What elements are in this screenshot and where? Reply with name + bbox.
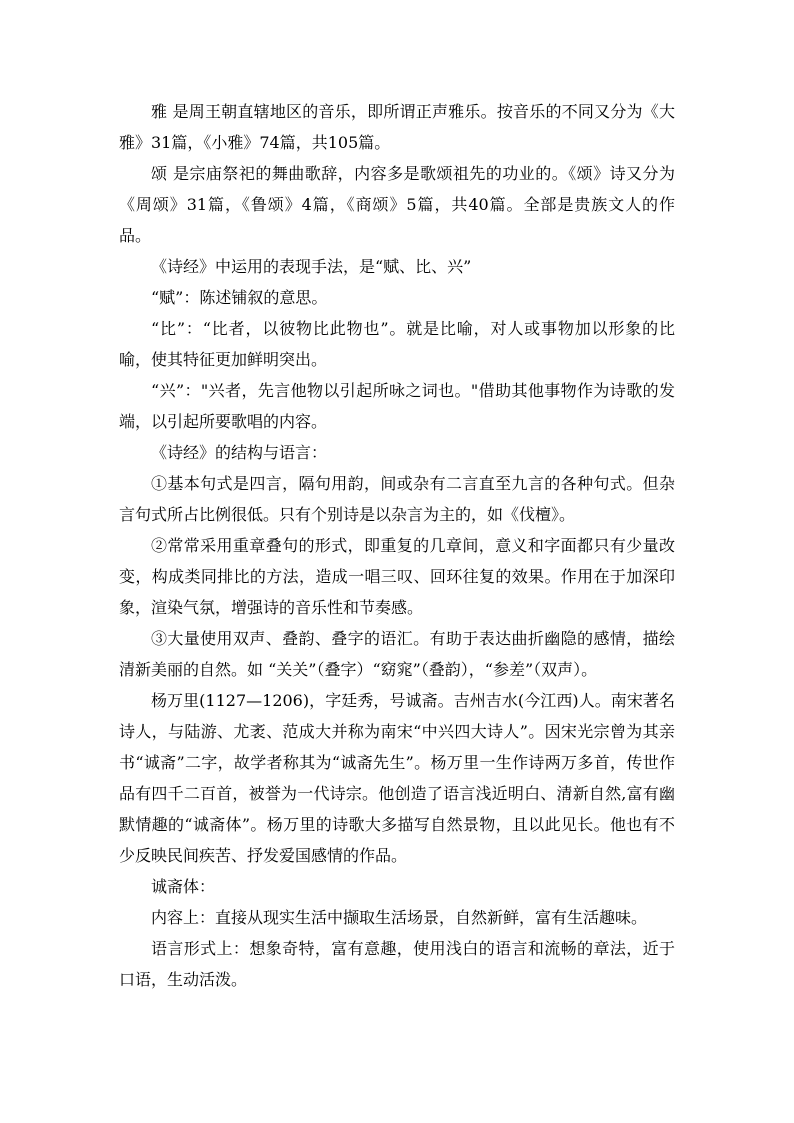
paragraph-point-1: ①基本句式是四言，隔句用韵，间或杂有二言直至九言的各种句式。但杂言句式所占比例很低。只有个别诗是以杂言为主的，如《伐檀》。 xyxy=(119,474,675,524)
paragraph-bi: “比”：“比者，以彼物比此物也”。就是比喻，对人或事物加以形象的比喻，使其特征更加鲜明突出。 xyxy=(119,319,675,369)
document-body xyxy=(119,96,675,995)
paragraph-techniques-heading: 《诗经》中运用的表现手法，是“赋、比、兴” xyxy=(151,257,472,276)
paragraph-song: 颂 是宗庙祭祀的舞曲歌辞，内容多是歌颂祖先的功业的。《颂》诗又分为《周颂》31篇，《鲁颂》4篇，《商颂》5篇，共40篇。全部是贵族文人的作品。 xyxy=(119,164,675,245)
paragraph-content: 内容上：直接从现实生活中撷取生活场景，自然新鲜，富有生活趣味。 xyxy=(151,908,648,927)
paragraph-yang-wanli: 杨万里(1127—1206)，字廷秀，号诚斋。吉州吉水(今江西)人。南宋著名诗人，与陆游、尤袤、范成大并称为南宋“中兴四大诗人”。因宋光宗曾为其亲书“诚斋”二字，故学者称其为“诚斋先生”。杨万里一生作诗两万多首，传世作品有四千二百首，被誉为一代诗宗。他创造了语言浅近明白、清新自然,富有幽默情趣的“诚斋体”。杨万里的诗歌大多描写自然景物，且以此见长。他也有不少反映民间疾苦、抒发爱国感情的作品。 xyxy=(119,691,675,865)
paragraph-point-3: ③大量使用双声、叠韵、叠字的语汇。有助于表达曲折幽隐的感情，描绘清新美丽的自然。如 “关关”（叠字）“窈窕”（叠韵），“参差”（双声）。 xyxy=(119,629,675,679)
paragraph-xing: “兴”："兴者，先言他物以引起所咏之词也。"借助其他事物作为诗歌的发端，以引起所要歌唱的内容。 xyxy=(119,381,675,431)
paragraph-fu: “赋”：陈述铺叙的意思。 xyxy=(151,288,328,307)
paragraph-point-2: ②常常采用重章叠句的形式，即重复的几章间，意义和字面都只有少量改变，构成类同排比的方法，造成一唱三叹、回环往复的效果。作用在于加深印象，渲染气氛，增强诗的音乐性和节奏感。 xyxy=(119,536,675,617)
paragraph-chengzhai-heading: 诚斋体： xyxy=(151,877,216,896)
paragraph-ya: 雅 是周王朝直辖地区的音乐，即所谓正声雅乐。按音乐的不同又分为《大雅》31篇，《小雅》74篇，共105篇。 xyxy=(119,102,675,152)
paragraph-language-form: 语言形式上：想象奇特，富有意趣，使用浅白的语言和流畅的章法，近于口语，生动活泼。 xyxy=(119,939,675,989)
paragraph-structure-heading: 《诗经》的结构与语言： xyxy=(151,443,328,462)
